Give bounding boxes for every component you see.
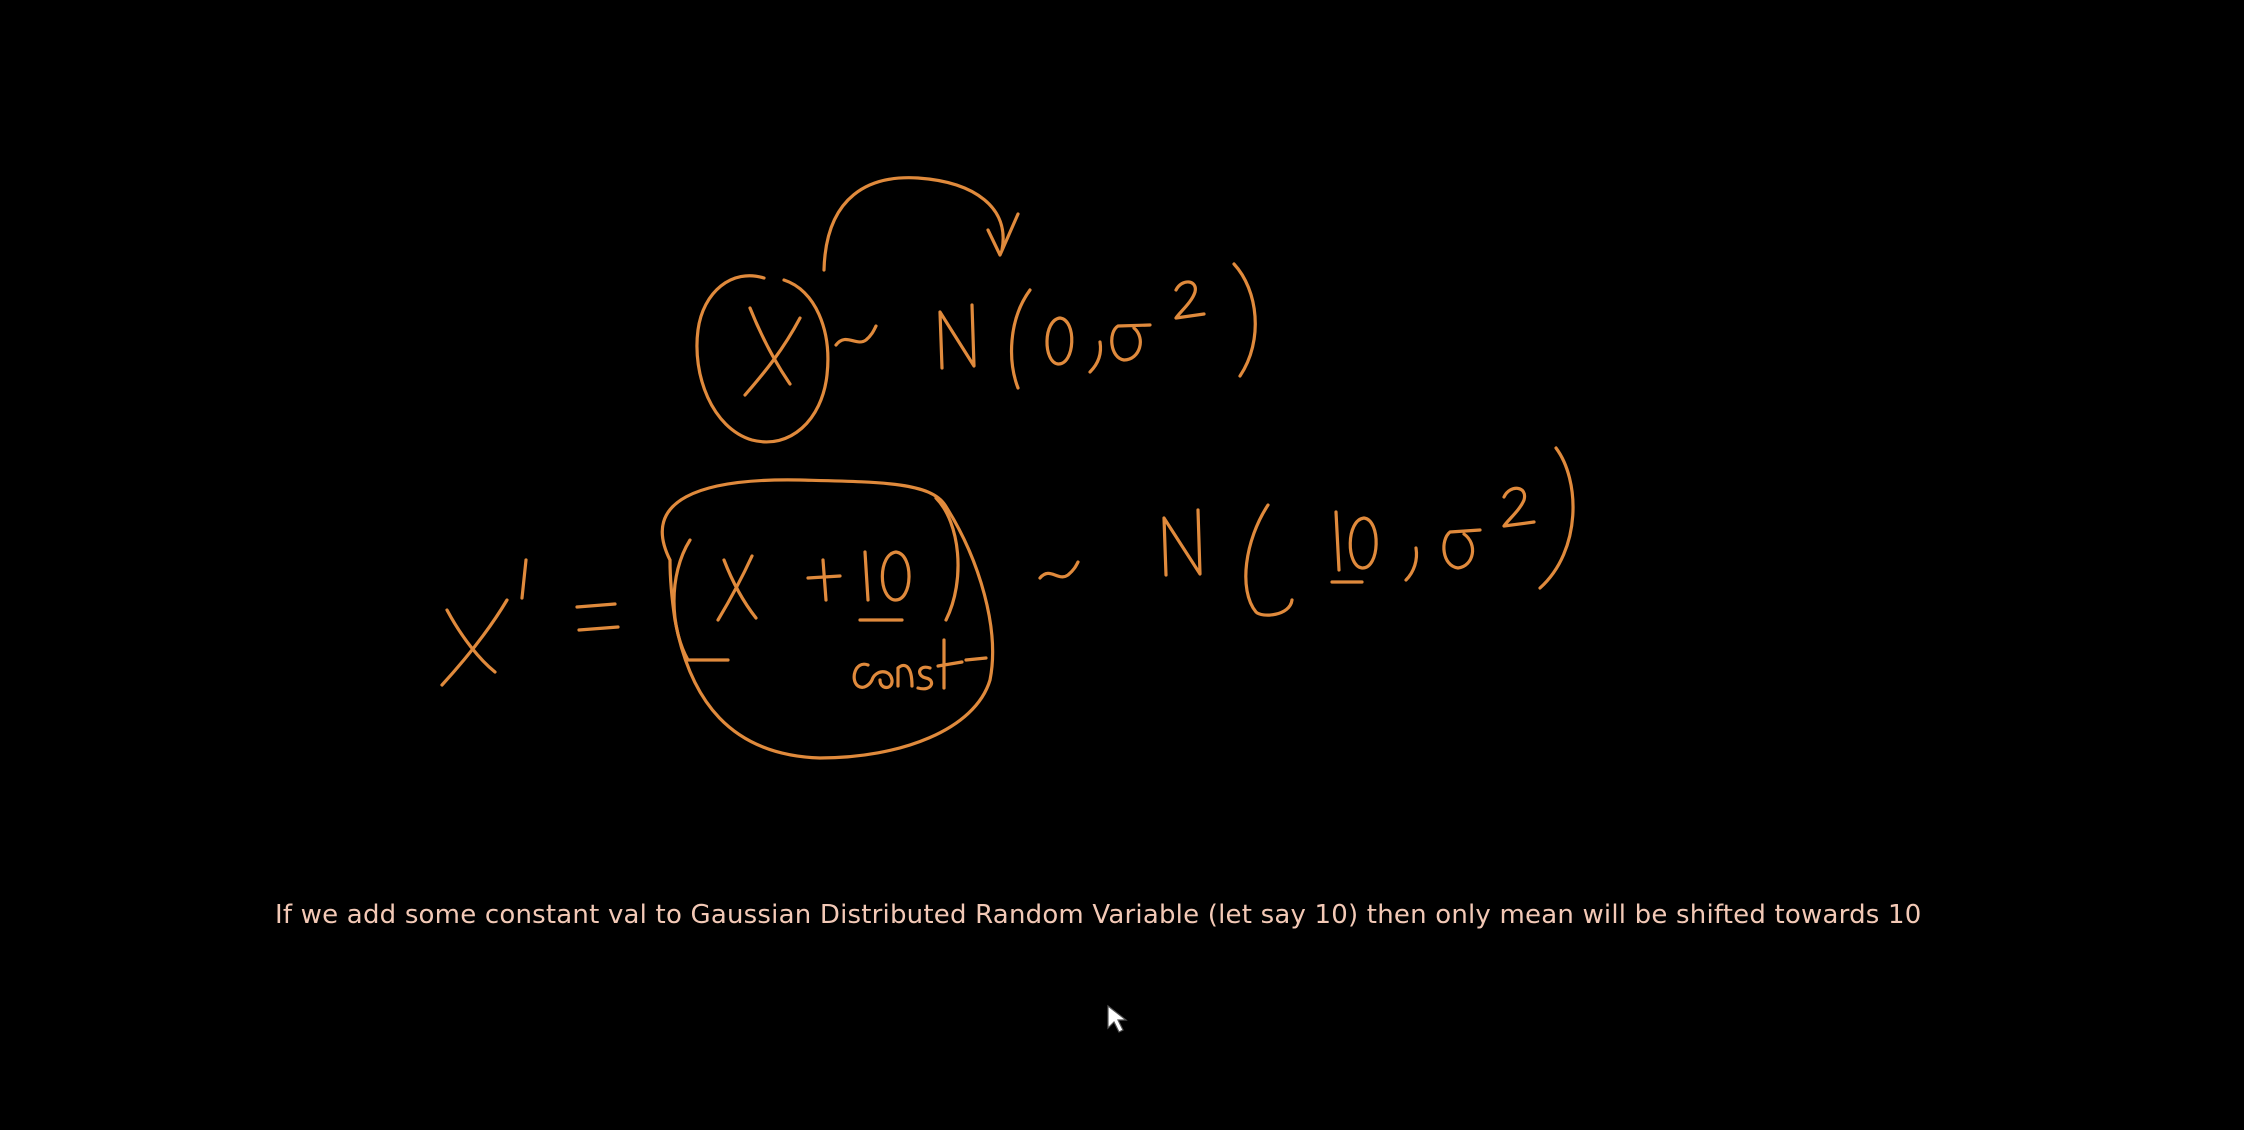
equals-stroke xyxy=(579,627,618,630)
superscript-two-2-stroke xyxy=(1504,488,1534,526)
sigma-2-stroke xyxy=(1444,530,1480,568)
comma-stroke xyxy=(1090,342,1101,372)
group-loop-stroke xyxy=(662,480,992,758)
plus-stroke xyxy=(823,560,826,600)
inner-close-paren-stroke xyxy=(936,498,958,620)
comma-2-stroke xyxy=(1406,548,1417,580)
equation-line-1 xyxy=(697,178,1255,442)
n-2-letter-stroke xyxy=(1164,510,1200,575)
open-paren-2-stroke xyxy=(1246,505,1292,615)
prime-mark-stroke xyxy=(522,560,526,598)
ten-one-stroke xyxy=(865,552,868,600)
arrow-arc-stroke xyxy=(824,178,1003,270)
x-circle-stroke xyxy=(697,276,828,442)
open-paren-stroke xyxy=(1012,290,1030,388)
close-paren-stroke xyxy=(1234,264,1255,376)
equation-line-2 xyxy=(442,448,1573,758)
mean-ten-zero-stroke xyxy=(1350,518,1376,568)
mouse-pointer-icon xyxy=(1106,1004,1132,1036)
sigma-stroke xyxy=(1112,325,1150,360)
superscript-two-stroke xyxy=(1176,282,1204,318)
const-annotation-stroke xyxy=(854,640,986,689)
tilde-stroke xyxy=(836,326,876,345)
x-prime-letter-stroke xyxy=(442,600,507,685)
close-paren-2-stroke xyxy=(1540,448,1573,588)
inner-x-letter-stroke xyxy=(724,560,756,618)
zero-stroke xyxy=(1047,318,1072,364)
tilde-2-stroke xyxy=(1040,562,1078,578)
inner-open-paren-stroke xyxy=(674,540,728,660)
x-prime-letter-stroke xyxy=(447,610,495,672)
subtitle-caption: If we add some constant val to Gaussian Distributed Random Variable (let say 10) then only mean will be shifted towards 10 xyxy=(275,900,1922,930)
ten-zero-stroke xyxy=(882,552,909,600)
equals-stroke xyxy=(577,604,615,607)
n-letter-stroke xyxy=(940,305,974,368)
inner-x-letter-stroke xyxy=(718,556,752,620)
mean-ten-one-stroke xyxy=(1336,512,1339,570)
